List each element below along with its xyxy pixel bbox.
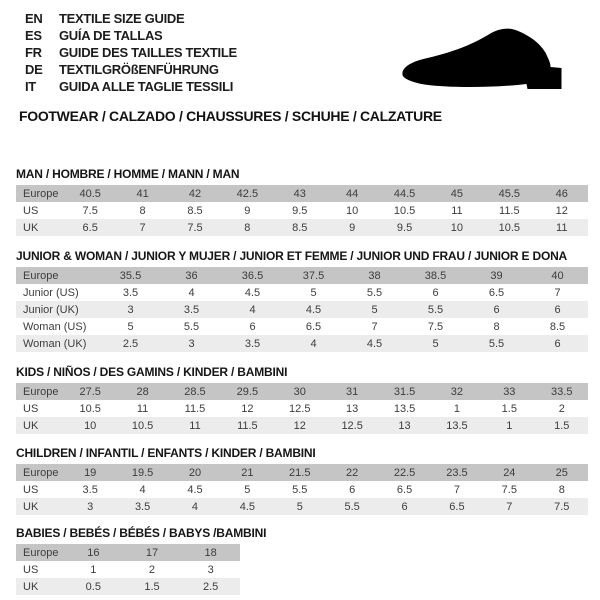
shoe-icon [394, 28, 580, 98]
size-cell: 8.5 [187, 204, 203, 217]
language-row-it [25, 78, 237, 95]
language-label: TEXTILGRÖßENFÜHRUNG [59, 62, 219, 77]
size-cell: 11.5 [499, 204, 520, 217]
size-cell: 8 [493, 320, 500, 333]
size-cell: 1 [90, 563, 97, 576]
table-row [16, 219, 588, 236]
size-cell: 7 [371, 320, 378, 333]
size-cell: 7.5 [82, 204, 98, 217]
size-cell: 10.5 [498, 221, 521, 234]
size-cell: 10 [346, 204, 359, 217]
language-row-es [25, 27, 237, 44]
size-cell: 3 [188, 337, 195, 350]
size-cell: 30 [293, 385, 306, 398]
table-row [16, 561, 240, 578]
size-cell: 5.5 [427, 303, 444, 316]
size-cell: 1.5 [144, 580, 160, 593]
size-cell: 3.5 [82, 483, 98, 496]
size-cell: 12.5 [341, 419, 363, 432]
row-label: Junior (UK) [23, 303, 79, 316]
row-label: US [23, 204, 39, 217]
size-cell: 42.5 [236, 187, 259, 200]
section-title-kids: KIDS / NIÑOS / DES GAMINS / KINDER / BAMBINI [16, 365, 288, 379]
size-table-kids [16, 383, 588, 434]
size-cell: 10 [450, 221, 464, 234]
size-cell: 6 [554, 303, 561, 316]
size-cell: 33.5 [551, 385, 573, 398]
language-code: ES [25, 28, 42, 43]
size-cell: 5.5 [366, 286, 383, 299]
size-cell: 9 [244, 204, 251, 217]
size-cell: 18 [204, 546, 217, 559]
size-cell: 5.5 [292, 483, 308, 496]
section-junior-woman [16, 249, 588, 352]
table-row [16, 464, 588, 481]
size-cell: 6.5 [82, 221, 98, 234]
size-cell: 31 [346, 385, 359, 398]
size-cell: 3.5 [122, 286, 139, 299]
row-label: UK [23, 500, 39, 513]
size-cell: 28.5 [184, 385, 206, 398]
size-cell: 6 [554, 337, 561, 350]
size-cell: 8 [558, 483, 565, 496]
size-cell: 11 [189, 419, 201, 432]
size-cell: 10.5 [79, 402, 101, 415]
row-label: UK [23, 419, 39, 432]
row-label: Europe [23, 385, 59, 398]
size-cell: 5.5 [183, 320, 200, 333]
section-title-junior-woman: JUNIOR & WOMAN / JUNIOR Y MUJER / JUNIOR ET FEMME / JUNIOR UND FRAU / JUNIOR E DONA [16, 249, 568, 263]
size-cell: 1 [453, 402, 460, 415]
size-cell: 40 [551, 269, 564, 282]
section-title-children: CHILDREN / INFANTIL / ENFANTS / KINDER / BAMBINI [16, 446, 316, 460]
table-row [16, 383, 588, 400]
table-row [16, 417, 588, 434]
size-cell: 12.5 [289, 402, 311, 415]
row-label: Europe [23, 546, 59, 559]
section-title-man: MAN / HOMBRE / HOMME / MANN / MAN [16, 167, 240, 181]
size-cell: 5.5 [488, 337, 505, 350]
size-cell: 1.5 [554, 419, 570, 432]
language-label: TEXTILE SIZE GUIDE [59, 11, 185, 26]
size-cell: 45 [450, 187, 464, 200]
size-cell: 42 [188, 187, 202, 200]
size-cell: 6 [432, 286, 439, 299]
size-cell: 8.5 [292, 221, 308, 234]
size-cell: 2.5 [203, 580, 219, 593]
section-babies [16, 526, 266, 595]
size-table-children [16, 464, 588, 515]
language-row-en [25, 10, 237, 27]
size-cell: 17 [145, 546, 159, 559]
size-cell: 8 [139, 204, 146, 217]
size-cell: 12 [293, 419, 306, 432]
size-cell: 7.5 [501, 483, 517, 496]
table-row [16, 284, 588, 301]
category-line: FOOTWEAR / CALZADO / CHAUSSURES / SCHUHE / CALZATURE [19, 108, 442, 124]
size-cell: 3 [207, 563, 214, 576]
size-cell: 8.5 [549, 320, 566, 333]
size-cell: 4 [139, 483, 146, 496]
size-cell: 7.5 [554, 500, 570, 513]
size-cell: 4 [249, 303, 256, 316]
size-cell: 36 [185, 269, 198, 282]
table-row [16, 544, 240, 561]
size-cell: 31.5 [393, 385, 416, 398]
table-row [16, 481, 588, 498]
size-cell: 33 [503, 385, 516, 398]
size-cell: 4.5 [187, 483, 203, 496]
size-cell: 5 [244, 483, 251, 496]
size-cell: 11 [556, 221, 568, 234]
size-cell: 2 [558, 402, 565, 415]
size-cell: 28 [136, 385, 149, 398]
size-cell: 12 [241, 402, 254, 415]
language-code: IT [25, 79, 36, 94]
size-cell: 22.5 [393, 466, 416, 479]
section-kids [16, 365, 588, 434]
size-cell: 24 [503, 466, 516, 479]
table-row [16, 202, 588, 219]
size-tables [16, 160, 588, 600]
size-cell: 16 [87, 546, 100, 559]
size-cell: 7 [506, 500, 513, 513]
size-cell: 7.5 [427, 320, 444, 333]
size-cell: 11 [451, 204, 463, 217]
language-row-fr [25, 44, 237, 61]
row-label: Woman (US) [23, 320, 87, 333]
language-code: DE [25, 62, 43, 77]
row-label: Junior (US) [23, 286, 79, 299]
size-cell: 11 [136, 402, 149, 415]
size-cell: 4.5 [366, 337, 383, 350]
size-cell: 9.5 [396, 221, 413, 234]
size-cell: 27.5 [79, 385, 101, 398]
size-cell: 13.5 [393, 402, 416, 415]
size-cell: 37.5 [302, 269, 325, 282]
size-cell: 3 [87, 500, 94, 513]
size-cell: 6 [249, 320, 256, 333]
table-row [16, 400, 588, 417]
size-cell: 2 [148, 563, 156, 576]
size-cell: 5 [296, 500, 303, 513]
size-cell: 7 [139, 221, 146, 234]
language-title-block [25, 10, 237, 95]
size-cell: 13 [398, 419, 411, 432]
size-cell: 6 [493, 303, 500, 316]
size-cell: 35.5 [119, 269, 142, 282]
size-cell: 4 [310, 337, 317, 350]
size-cell: 5 [371, 303, 378, 316]
row-label: Europe [23, 466, 59, 479]
size-cell: 41 [136, 187, 149, 200]
size-cell: 20 [188, 466, 202, 479]
size-cell: 4.5 [239, 500, 256, 513]
table-row [16, 335, 588, 352]
size-cell: 19 [84, 466, 97, 479]
size-cell: 4 [191, 500, 199, 513]
size-cell: 6.5 [305, 320, 322, 333]
size-cell: 4 [188, 286, 195, 299]
size-cell: 43 [293, 187, 306, 200]
row-label: Europe [23, 187, 59, 200]
size-cell: 6 [401, 500, 408, 513]
size-cell: 9.5 [292, 204, 308, 217]
size-cell: 9 [349, 221, 356, 234]
size-cell: 29.5 [236, 385, 259, 398]
size-cell: 22 [346, 466, 359, 479]
size-cell: 13 [346, 402, 359, 415]
language-label: GUIDE DES TAILLES TEXTILE [59, 45, 237, 60]
size-cell: 7.5 [187, 221, 203, 234]
size-cell: 13.5 [446, 419, 468, 432]
size-cell: 21 [241, 466, 254, 479]
size-cell: 45.5 [498, 187, 521, 200]
size-cell: 32 [450, 385, 464, 398]
size-cell: 19.5 [131, 466, 154, 479]
row-label: US [23, 402, 39, 415]
size-cell: 39 [490, 269, 503, 282]
size-cell: 0.5 [85, 580, 101, 593]
table-row [16, 185, 588, 202]
size-cell: 3.5 [244, 337, 261, 350]
size-cell: 10.5 [393, 204, 416, 217]
size-cell: 5 [310, 286, 317, 299]
table-row [16, 578, 240, 595]
size-cell: 7 [554, 286, 561, 299]
size-cell: 7 [453, 483, 460, 496]
section-children [16, 446, 588, 515]
size-cell: 10 [84, 419, 97, 432]
size-cell: 4.5 [244, 286, 261, 299]
size-cell: 38.5 [424, 269, 447, 282]
size-cell: 3 [127, 303, 134, 316]
row-label: Woman (UK) [23, 337, 87, 350]
language-label: GUÍA DE TALLAS [59, 28, 163, 43]
size-table-junior-woman [16, 267, 588, 352]
size-cell: 12 [555, 204, 568, 217]
size-cell: 36.5 [241, 269, 264, 282]
size-cell: 25 [555, 466, 568, 479]
size-cell: 23.5 [446, 466, 468, 479]
row-label: Europe [23, 269, 59, 282]
size-cell: 6.5 [449, 500, 465, 513]
size-cell: 11.5 [184, 402, 206, 415]
row-label: US [23, 563, 39, 576]
size-cell: 1.5 [501, 402, 517, 415]
size-cell: 6 [349, 483, 356, 496]
table-row [16, 498, 588, 515]
size-cell: 5.5 [344, 500, 360, 513]
size-cell: 1 [506, 419, 513, 432]
section-man [16, 167, 588, 236]
size-table-man [16, 185, 588, 236]
size-cell: 44.5 [393, 187, 416, 200]
language-label: GUIDA ALLE TAGLIE TESSILI [59, 79, 234, 94]
size-cell: 11.5 [237, 419, 258, 432]
size-cell: 2.5 [122, 337, 139, 350]
size-cell: 40.5 [79, 187, 101, 200]
table-row [16, 318, 588, 335]
row-label: US [23, 483, 39, 496]
size-cell: 6.5 [488, 286, 505, 299]
size-cell: 44 [346, 187, 359, 200]
row-label: UK [23, 580, 39, 593]
size-cell: 3.5 [183, 303, 200, 316]
size-cell: 46 [555, 187, 568, 200]
language-row-de [25, 61, 237, 78]
size-table-babies [16, 544, 240, 595]
size-cell: 8 [244, 221, 251, 234]
section-title-babies: BABIES / BEBÉS / BÉBÉS / BABYS /BAMBINI [16, 526, 267, 540]
size-cell: 6.5 [396, 483, 413, 496]
table-row [16, 301, 588, 318]
table-row [16, 267, 588, 284]
size-cell: 5 [432, 337, 439, 350]
row-label: UK [23, 221, 39, 234]
size-cell: 10.5 [131, 419, 154, 432]
size-cell: 38 [368, 269, 381, 282]
language-code: EN [25, 11, 43, 26]
size-cell: 3.5 [134, 500, 151, 513]
size-cell: 21.5 [289, 466, 311, 479]
size-cell: 4.5 [305, 303, 322, 316]
language-code: FR [25, 45, 42, 60]
size-cell: 5 [127, 320, 134, 333]
